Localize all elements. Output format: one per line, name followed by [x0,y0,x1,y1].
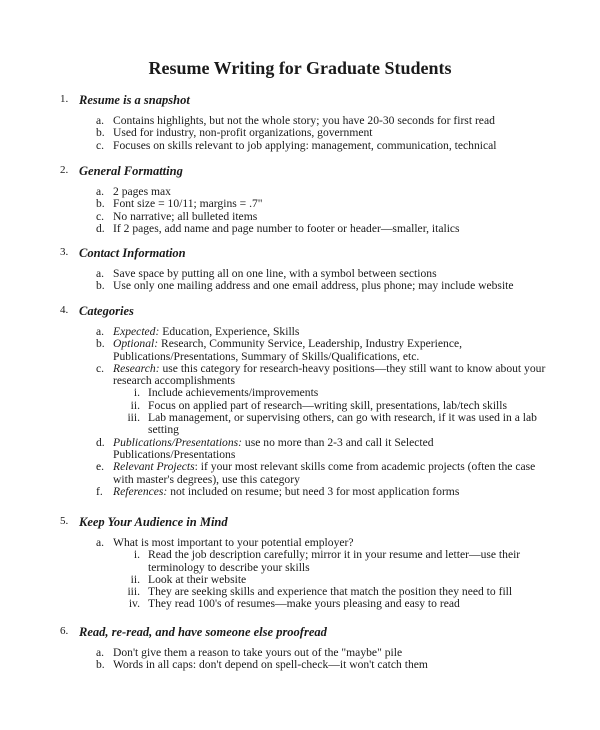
list-item [0,140,553,152]
item-text: Words in all caps: don't depend on spell-check—it won't catch them [113,658,428,672]
item-text: Don't give them a reason to take yours out of the "maybe" pile [113,646,403,659]
sub-item-text: Include achievements/improvements [148,386,319,400]
section-number: 1. [60,93,69,105]
section [0,515,600,611]
list-item [0,338,553,363]
item-label: Publications/Presentations: [113,435,243,449]
item-label: References: [113,484,168,498]
item-text: No narrative; all bulleted items [113,209,258,223]
list-item [0,223,553,235]
list-item [0,486,553,498]
section-title: Contact Information [79,246,186,260]
sub-item-marker: iii. [127,411,140,425]
section-number: 3. [60,246,69,258]
item-list [0,537,600,611]
section [0,625,600,672]
list-item [0,461,553,486]
section-title: Keep Your Audience in Mind [79,515,228,529]
section-number: 6. [60,625,69,637]
item-marker: f. [96,484,103,498]
sub-item-marker: ii. [130,572,140,586]
item-text: 2 pages max [113,185,171,198]
sub-item-text: Lab management, or supervising others, can go with research, if it was used in a lab setting [148,411,537,437]
item-text: not included on resume; but need 3 for most application forms [167,484,460,498]
item-text: What is most important to your potential employer? [113,536,354,549]
list-item [0,186,553,198]
sub-item-marker: i. [133,548,140,562]
section-title: General Formatting [79,164,183,178]
item-marker: a. [96,267,105,280]
item-list [0,326,600,498]
item-marker: a. [96,185,105,198]
sub-item-marker: iii. [127,585,140,599]
item-marker: a. [96,646,105,659]
sub-item-marker: i. [133,386,140,400]
sub-item-text: Look at their website [148,572,247,586]
item-marker: c. [96,361,105,375]
list-item [0,659,553,671]
sub-item-text: They read 100's of resumes—make yours pleasing and easy to read [148,597,460,611]
sub-item-text: Focus on applied part of research—writing skill, presentations, lab/tech skills [148,398,508,412]
item-text: Save space by putting all on one line, with a symbol between sections [113,267,437,280]
item-marker: a. [96,325,105,338]
item-marker: b. [96,658,105,672]
item-text: Used for industry, non-profit organizations, government [113,126,373,140]
item-marker: e. [96,460,105,474]
sub-list-item [0,549,553,574]
item-list [0,115,600,152]
item-label: Optional: [113,337,159,351]
sub-item-marker: ii. [130,398,140,412]
section-heading [0,304,600,320]
sub-list-item [0,598,553,610]
item-marker: d. [96,435,105,449]
item-marker: a. [96,114,105,127]
section-heading [0,625,600,641]
item-label: Expected: [113,325,160,338]
item-marker: b. [96,279,105,293]
item-label: Research: [113,361,160,375]
section-heading [0,246,600,262]
item-text: use no more than 2-3 and call it Selected Publications/Presentations [113,435,434,461]
item-list [0,268,600,293]
item-list [0,647,600,672]
sub-list-item [0,412,553,437]
section [0,164,600,235]
list-item [0,198,553,210]
section-number: 5. [60,515,69,527]
section-title: Categories [79,304,134,318]
list-item [0,280,553,292]
item-text: Education, Experience, Skills [159,325,300,338]
document-title: Resume Writing for Graduate Students [148,58,452,78]
item-marker: b. [96,126,105,140]
section-number: 4. [60,304,69,316]
item-text: use this category for research-heavy positions—they still want to know about your research accomplishments [113,361,546,388]
item-marker: d. [96,221,105,235]
section [0,93,600,152]
item-marker: b. [96,337,105,351]
item-marker: c. [96,138,105,152]
sub-item-text: They are seeking skills and experience that match the position they need to fill [148,585,513,599]
section-number: 2. [60,164,69,176]
item-text: If 2 pages, add name and page number to footer or header—smaller, italics [113,221,460,235]
item-marker: c. [96,209,105,223]
item-marker: a. [96,536,105,549]
item-label: Relevant Projects [113,460,195,474]
section-heading [0,515,600,531]
item-text: Research, Community Service, Leadership, Industry Experience, Publications/Presentations, Summary of Skills/Qualifications, etc. [113,337,463,363]
list-item [0,437,553,462]
item-text: Use only one mailing address and one email address, plus phone; may include website [113,279,514,293]
item-text: Contains highlights, but not the whole story; you have 20-30 seconds for first read [113,114,495,127]
section-heading [0,164,600,180]
section [0,304,600,498]
sub-item-marker: iv. [128,597,140,611]
item-marker: b. [96,197,105,211]
section [0,246,600,293]
item-text: Focuses on skills relevant to job applying: management, communication, technical [113,138,497,152]
item-list [0,186,600,235]
list-item [0,363,553,388]
section-title: Read, re-read, and have someone else proofread [79,625,327,639]
sub-item-text: Read the job description carefully; mirror it in your resume and letter—use their terminology to describe your skills [148,548,521,574]
item-text: Font size = 10/11; margins = .7" [113,197,263,211]
section-heading [0,93,600,109]
section-title: Resume is a snapshot [79,93,190,107]
item-text: : if your most relevant skills come from academic projects (often the case with master's degrees), use this category [113,460,536,486]
